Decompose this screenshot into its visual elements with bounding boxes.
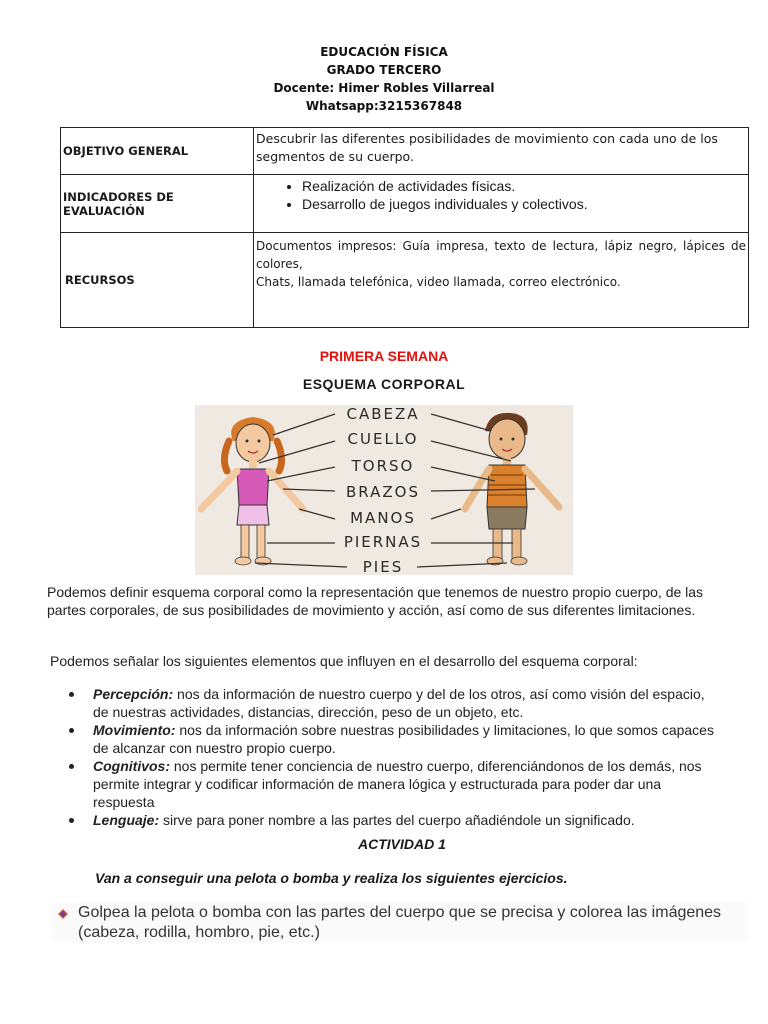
diamond-bullet-icon: [58, 909, 68, 919]
element-term: Movimiento:: [93, 722, 176, 738]
document-header: [0, 43, 768, 115]
elements-list: [47, 685, 717, 829]
table-row-indicadores: [61, 175, 749, 233]
table-row-objetivo: [61, 128, 749, 175]
paragraph-definition: Podemos definir esquema corporal como la representación que tenemos de nuestro propio cuerpo, de las partes corporales, de sus posibilidades de movimiento y acción, así como de sus diferentes limitaciones.: [47, 584, 704, 618]
element-term: Lenguaje:: [93, 812, 160, 828]
activity-title: ACTIVIDAD 1: [358, 836, 446, 852]
word-manos: MANOS: [350, 509, 416, 527]
element-text: sirve para poner nombre a las partes del cuerpo añadiéndole un significado.: [159, 812, 635, 828]
task-text: Golpea la pelota o bomba con las partes del cuerpo que se precisa y colorea las imágenes (cabeza, rodilla, hombro, pie, etc.): [78, 904, 722, 941]
body-part-words: [344, 405, 422, 575]
task-item: [52, 903, 748, 943]
teacher-name: Docente: Himer Robles Villarreal: [273, 81, 495, 95]
bullet-icon: [69, 818, 74, 823]
objetivo-text: Descubrir las diferentes posibilidades de movimiento con cada uno de los segmentos de su cuerpo.: [254, 128, 749, 175]
indicadores-list: [256, 177, 746, 213]
list-item: • Realización de actividades físicas.: [302, 177, 746, 195]
list-item: [47, 685, 717, 721]
bullet-icon: [69, 728, 74, 733]
indicadores-label: INDICADORES DE EVALUACIÓN: [61, 175, 254, 233]
word-brazos: BRAZOS: [346, 483, 420, 501]
word-pies: PIES: [362, 558, 404, 575]
indicadores-cell: [254, 175, 749, 233]
recursos-line1: Documentos impresos: Guía impresa, texto de lectura, lápiz negro, lápices de colores,: [256, 239, 746, 271]
element-text: nos da información de nuestro cuerpo y del de los otros, así como visión del espacio, de nuestras actividades, distancias, dirección, peso de un objeto, etc.: [93, 686, 705, 720]
week-title: PRIMERA SEMANA: [319, 348, 449, 364]
list-item: [47, 811, 717, 829]
grade-title: GRADO TERCERO: [326, 63, 442, 77]
subject-title: EDUCACIÓN FÍSICA: [320, 45, 448, 59]
activity-instruction: Van a conseguir una pelota o bomba y realiza los siguientes ejercicios.: [95, 870, 568, 886]
bullet-icon: [69, 692, 74, 697]
paragraph-elements-intro: Podemos señalar los siguientes elementos que influyen en el desarrollo del esquema corporal:: [50, 653, 638, 669]
recursos-cell: [254, 233, 749, 328]
word-cuello: CUELLO: [347, 430, 419, 448]
word-piernas: PIERNAS: [343, 533, 423, 551]
info-table: [60, 127, 749, 328]
section-title: ESQUEMA CORPORAL: [302, 376, 466, 392]
element-text: nos permite tener conciencia de nuestro cuerpo, diferenciándonos de los demás, nos permite integrar y codificar información de manera lógica y estructurada para poder dar una respuesta: [93, 758, 702, 810]
element-term: Percepción:: [93, 686, 174, 702]
objetivo-label: OBJETIVO GENERAL: [61, 128, 254, 175]
list-item: [47, 757, 717, 811]
recursos-line2: Chats, llamada telefónica, video llamada, correo electrónico.: [256, 275, 621, 289]
word-torso: TORSO: [351, 457, 415, 475]
table-row-recursos: [61, 233, 749, 328]
word-cabeza: CABEZA: [346, 405, 420, 423]
list-item: • Desarrollo de juegos individuales y colectivos.: [302, 195, 746, 213]
bullet-icon: [69, 764, 74, 769]
body-parts-illustration: [195, 405, 573, 575]
element-term: Cognitivos:: [93, 758, 170, 774]
recursos-label: RECURSOS: [61, 233, 254, 328]
whatsapp-contact: Whatsapp:3215367848: [305, 99, 463, 113]
list-item: [47, 721, 717, 757]
element-text: nos da información sobre nuestras posibilidades y limitaciones, lo que somos capaces de alcanzar con nuestro propio cuerpo.: [93, 722, 714, 756]
